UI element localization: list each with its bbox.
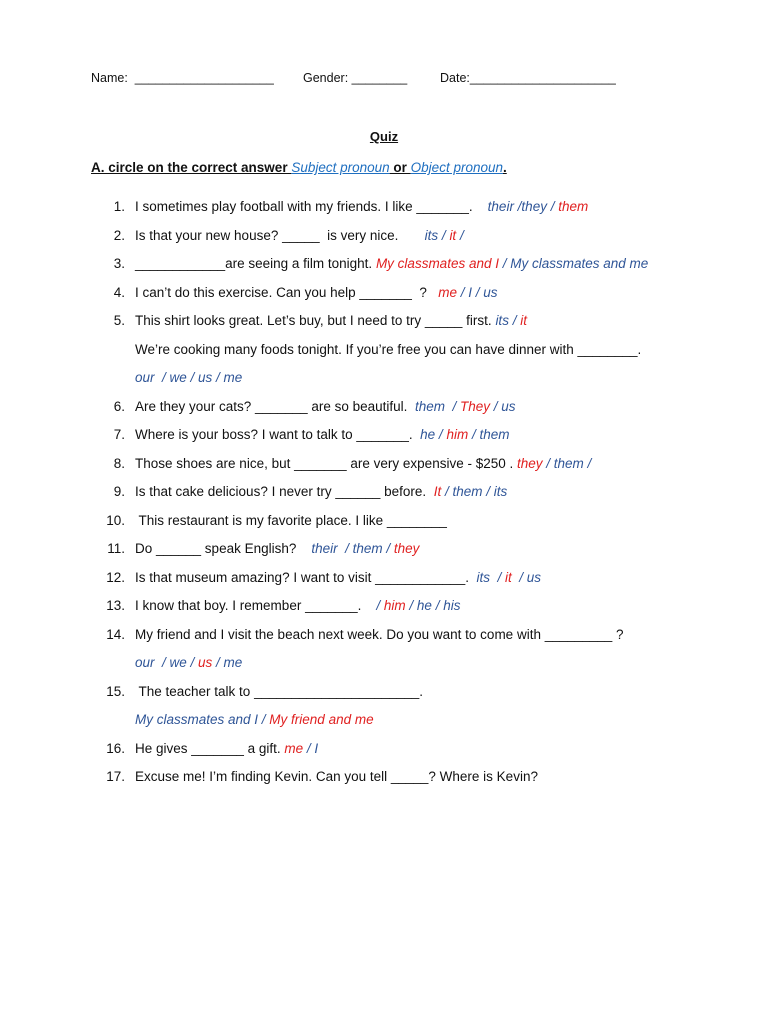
question-text (135, 769, 538, 784)
answer-option[interactable]: / them (468, 427, 510, 442)
question-number: 9. (113, 484, 125, 499)
answer-option[interactable]: their /they / (487, 199, 559, 214)
question-text (135, 342, 641, 357)
answer-option[interactable]: our / we / us / me (135, 370, 243, 385)
question-sentence: Do ______ speak English? (135, 541, 312, 556)
answer-option[interactable]: / (376, 598, 384, 613)
question-sentence: The teacher talk to ______________________. (135, 683, 423, 699)
answer-option[interactable]: / us (511, 569, 541, 585)
question-number: 4. (113, 284, 125, 300)
question-number: 2. (113, 227, 125, 243)
question-text (135, 570, 541, 585)
answer-option[interactable]: their / them / (311, 541, 394, 556)
question-sentence: Those shoes are nice, but _______ are very expensive - $250 . (135, 455, 517, 471)
question-number: 11. (107, 541, 125, 556)
object-pronoun-label: Object pronoun (410, 160, 503, 175)
question-sentence: I sometimes play football with my friends. I like _______. (135, 199, 488, 214)
question-sentence: Excuse me! I’m finding Kevin. Can you tell _____? Where is Kevin? (135, 769, 538, 784)
question-number: 5. (113, 313, 125, 328)
question-text (135, 627, 624, 642)
question-number: 3. (113, 256, 125, 271)
student-info-header (0, 71, 768, 89)
answer-option-selected[interactable]: me (284, 740, 304, 756)
name-field[interactable]: Name: ____________________ (91, 71, 274, 85)
answer-option[interactable]: its / (476, 569, 505, 585)
answer-option-selected[interactable]: It (433, 484, 442, 499)
answer-option-selected[interactable]: me (438, 284, 457, 300)
question-number: 14. (106, 626, 125, 642)
answer-option[interactable]: its / (424, 227, 450, 243)
page-title: Quiz (369, 129, 399, 144)
question-sentence: This restaurant is my favorite place. I like ________ (135, 512, 447, 528)
question-sentence: He gives _______ a gift. (135, 740, 285, 756)
question-text (135, 684, 423, 699)
answer-option[interactable]: he / (420, 427, 447, 442)
instruction-prefix: A. circle on the correct answer (91, 160, 292, 175)
section-instruction (91, 160, 507, 175)
question-sentence: I know that boy. I remember _______. (135, 598, 377, 613)
answer-option[interactable]: / he / his (405, 598, 461, 613)
answer-option-selected[interactable]: My friend and me (269, 712, 374, 727)
answer-option[interactable]: / them / (542, 455, 592, 471)
question-sentence: Where is your boss? I want to talk to _______. (135, 427, 421, 442)
question-sentence: ____________are seeing a film tonight. (135, 256, 376, 271)
answer-option-selected[interactable]: it (504, 569, 512, 585)
question-text (135, 598, 460, 613)
question-text (135, 427, 509, 442)
question-text (135, 741, 318, 756)
question-sentence: Are they your cats? _______ are so beautiful. (135, 398, 415, 414)
question-sentence: I can’t do this exercise. Can you help _______ ? (135, 284, 439, 300)
question-text (135, 541, 419, 556)
question-sentence: Is that cake delicious? I never try ______ before. (135, 484, 434, 499)
question-sentence: This shirt looks great. Let’s buy, but I need to try _____ first. (135, 313, 496, 328)
answer-option-selected[interactable]: him (383, 598, 406, 613)
gender-field[interactable]: Gender: ________ (303, 71, 408, 85)
question-text (135, 313, 527, 328)
question-number: 10. (106, 512, 125, 528)
answer-option[interactable]: them / (414, 398, 460, 414)
answer-option-selected[interactable]: They (459, 398, 490, 414)
answer-option-selected[interactable]: them (558, 199, 589, 214)
question-number: 17. (106, 769, 125, 784)
question-sentence: Is that museum amazing? I want to visit ____________. (135, 569, 477, 585)
answer-option[interactable]: / us (489, 398, 516, 414)
question-sentence: We’re cooking many foods tonight. If you’re free you can have dinner with ________. (135, 341, 642, 357)
answer-option[interactable]: its / (495, 313, 521, 328)
question-text (135, 456, 591, 471)
answer-option[interactable]: / them / its (441, 484, 508, 499)
instruction-end: . (502, 160, 507, 175)
question-number: 13. (106, 598, 125, 613)
question-text (135, 712, 374, 727)
answer-option[interactable]: / me (212, 655, 243, 670)
question-text (135, 655, 242, 670)
question-number: 16. (106, 740, 125, 756)
question-text (135, 399, 515, 414)
answer-option-selected[interactable]: they (393, 541, 420, 556)
answer-option-selected[interactable]: it (449, 227, 457, 243)
subject-pronoun-label: Subject pronoun (291, 160, 390, 175)
answer-option-selected[interactable]: us (198, 655, 213, 670)
question-number: 12. (106, 569, 125, 585)
answer-option[interactable]: our / we / (135, 655, 199, 670)
answer-option[interactable]: My classmates and I / (135, 712, 270, 727)
answer-option-selected[interactable]: it (520, 313, 527, 328)
answer-option-selected[interactable]: they (517, 455, 543, 471)
answer-option[interactable]: / I (303, 740, 319, 756)
question-text (135, 199, 588, 214)
answer-option[interactable]: / My classmates and me (498, 256, 649, 271)
instruction-or: or (389, 160, 411, 175)
question-text (135, 285, 497, 300)
question-text (135, 228, 464, 243)
question-number: 6. (113, 398, 125, 414)
question-number: 8. (113, 455, 125, 471)
question-number: 7. (113, 427, 125, 442)
answer-option[interactable]: / I / us (456, 284, 498, 300)
answer-option-selected[interactable]: him (446, 427, 469, 442)
question-number: 1. (113, 199, 125, 214)
question-text (135, 513, 447, 528)
answer-option[interactable]: / (456, 227, 464, 243)
date-field[interactable]: Date:_____________________ (440, 71, 616, 85)
question-text (135, 484, 507, 499)
question-text (135, 256, 648, 271)
question-sentence: My friend and I visit the beach next week. Do you want to come with _________ ? (135, 626, 624, 642)
question-number: 15. (106, 683, 125, 699)
question-sentence: Is that your new house? _____ is very nice. (135, 227, 425, 243)
question-text (135, 370, 242, 385)
answer-option-selected[interactable]: My classmates and I (375, 256, 499, 271)
